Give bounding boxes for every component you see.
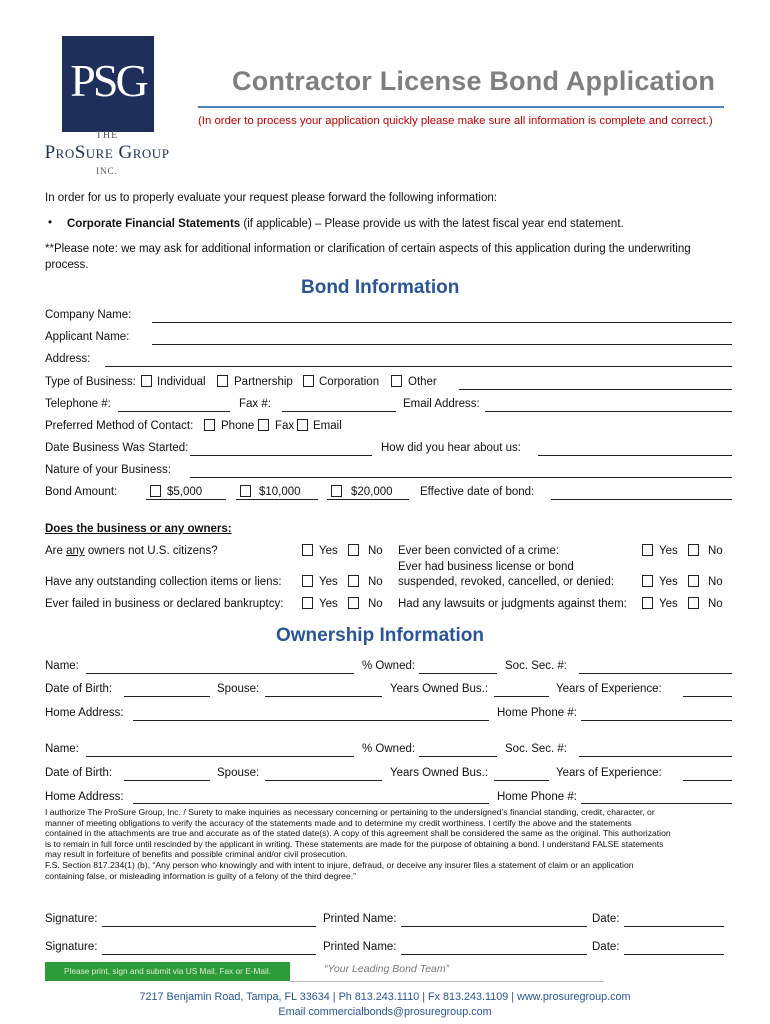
how-hear-field[interactable] — [538, 455, 732, 456]
q-citizens-no-checkbox[interactable] — [348, 544, 359, 556]
date-started-label: Date Business Was Started: — [45, 442, 189, 454]
q-liens: Have any outstanding collection items or liens: — [45, 576, 282, 588]
applicant-name-field[interactable] — [152, 344, 732, 345]
owner2-name-label: Name: — [45, 743, 79, 755]
submit-note-text: Please print, sign and submit via US Mail, Fax or E-Mail. — [63, 966, 272, 976]
sig1-label: Signature: — [45, 913, 98, 925]
sig2-printed-label: Printed Name: — [323, 941, 397, 953]
q-liens-yes: Yes — [319, 576, 338, 588]
corporation-label: Corporation — [319, 376, 380, 388]
company-name-label: Company Name: — [45, 309, 132, 321]
q-lawsuits-no: No — [708, 598, 723, 610]
company-name-field[interactable] — [152, 322, 732, 323]
type-of-business-label: Type of Business: — [45, 376, 136, 388]
phone-checkbox[interactable] — [204, 419, 215, 431]
how-hear-label: How did you hear about us: — [381, 442, 522, 454]
intro-line: In order for us to properly evaluate your request please forward the following information: — [45, 192, 497, 204]
q-crime-no-checkbox[interactable] — [688, 544, 699, 556]
q-license-no: No — [708, 576, 723, 588]
owner1-ssn-label: Soc. Sec. #: — [505, 660, 568, 672]
email-address-field[interactable] — [485, 411, 732, 412]
applicant-name-label: Applicant Name: — [45, 331, 130, 343]
address-label: Address: — [45, 353, 91, 365]
owner1-name-field[interactable] — [86, 673, 354, 674]
owner1-years-exp-field[interactable] — [683, 696, 732, 697]
auth-line-6: F.S. Section 817.234(1) (b), “Any person who knowingly and with intent to injure, defraud, or deceive any insurer files a statement of claim or an application — [45, 859, 634, 870]
owner2-pct-label: % Owned: — [362, 743, 416, 755]
partnership-label: Partnership — [234, 376, 293, 388]
q-liens-yes-checkbox[interactable] — [302, 575, 313, 587]
email-contact-label: Email — [313, 420, 342, 432]
amount-20000-underline — [327, 499, 409, 500]
owner1-years-owned-field[interactable] — [494, 696, 549, 697]
owner2-pct-field[interactable] — [419, 756, 497, 757]
page-title: Contractor License Bond Application — [232, 66, 716, 96]
sig2-date-label: Date: — [592, 941, 620, 953]
owner1-years-owned-label: Years Owned Bus.: — [390, 683, 489, 695]
amount-10000-underline — [236, 499, 318, 500]
owner1-ssn-field[interactable] — [579, 673, 732, 674]
fax-checkbox[interactable] — [258, 419, 269, 431]
preferred-contact-label: Preferred Method of Contact: — [45, 420, 194, 432]
amount-10000-checkbox[interactable] — [240, 485, 251, 497]
q-crime: Ever been convicted of a crime: — [398, 545, 560, 557]
q-license-line2: suspended, revoked, cancelled, or denied: — [398, 576, 615, 588]
effective-date-label: Effective date of bond: — [420, 486, 535, 498]
owners-questions-heading: Does the business or any owners: — [45, 523, 232, 535]
sig2-label: Signature: — [45, 941, 98, 953]
bond-info-heading: Bond Information — [301, 277, 460, 298]
q-liens-no: No — [368, 576, 383, 588]
date-started-field[interactable] — [190, 455, 372, 456]
owner1-name-label: Name: — [45, 660, 79, 672]
note-line-2: process. — [45, 259, 89, 271]
owner1-pct-label: % Owned: — [362, 660, 416, 672]
q-crime-no: No — [708, 545, 723, 557]
q-bankruptcy-yes-checkbox[interactable] — [302, 597, 313, 609]
logo-inc: INC. — [96, 166, 118, 176]
bullet-rest: (if applicable) – Please provide us with the latest fiscal year end statement. — [240, 218, 624, 230]
address-field[interactable] — [105, 366, 732, 367]
owner2-years-exp-label: Years of Experience: — [556, 767, 662, 779]
bullet-text — [67, 218, 624, 230]
q-crime-yes-checkbox[interactable] — [642, 544, 653, 556]
amount-20000-label: $20,000 — [351, 486, 393, 498]
corporation-checkbox[interactable] — [303, 375, 314, 387]
owner2-ssn-label: Soc. Sec. #: — [505, 743, 568, 755]
q-lawsuits-yes-checkbox[interactable] — [642, 597, 653, 609]
logo-name: ProSure Group — [44, 142, 170, 163]
amount-5000-checkbox[interactable] — [150, 485, 161, 497]
auth-line-4: is to remain in full force until rescinded by the applicant in writing. These statements are made for the purpose of obtaining a bond. I understand FALSE statements — [45, 838, 664, 849]
fax-label: Fax #: — [239, 398, 271, 410]
q-citizens-pre: Are — [45, 545, 67, 557]
note-line-1: **Please note: we may ask for additional information or clarification of certain aspects of this application during the underwriting — [45, 243, 691, 255]
sig1-printed-label: Printed Name: — [323, 913, 397, 925]
page-subtitle: (In order to process your application quickly please make sure all information is complete and correct.) — [198, 115, 713, 127]
owner1-home-address-label: Home Address: — [45, 707, 124, 719]
owner1-years-exp-label: Years of Experience: — [556, 683, 662, 695]
ownership-heading: Ownership Information — [276, 625, 484, 646]
company-logo — [22, 30, 192, 180]
auth-line-7: containing false, or misleading information is guilty of a felony of the third degree.” — [45, 870, 356, 881]
q-bankruptcy: Ever failed in business or declared bankruptcy: — [45, 598, 284, 610]
owner1-dob-field[interactable] — [124, 696, 210, 697]
owner1-spouse-field[interactable] — [265, 696, 382, 697]
other-checkbox[interactable] — [391, 375, 402, 387]
owner2-years-exp-field[interactable] — [683, 780, 732, 781]
q-citizens-post: owners not U.S. citizens? — [84, 545, 218, 557]
fax-field[interactable] — [282, 411, 396, 412]
submit-note — [45, 962, 290, 981]
owner2-dob-field[interactable] — [124, 780, 210, 781]
owner2-home-phone-label: Home Phone #: — [497, 791, 577, 803]
footer-email: Email commercialbonds@prosuregroup.com — [278, 1006, 492, 1018]
q-bankruptcy-yes: Yes — [319, 598, 338, 610]
owner2-years-owned-field[interactable] — [494, 780, 549, 781]
sig1-date-field[interactable] — [624, 926, 724, 927]
partnership-checkbox[interactable] — [217, 375, 228, 387]
owner1-spouse-label: Spouse: — [217, 683, 260, 695]
authorization-text — [45, 807, 671, 881]
auth-line-1: I authorize The ProSure Group, Inc. / Surety to make inquiries as necessary concerning or pertaining to the undersigned’s financial standing, credit, character, or — [45, 807, 655, 817]
email-checkbox[interactable] — [297, 419, 308, 431]
q-citizens — [45, 545, 218, 557]
fax-contact-label: Fax — [275, 420, 295, 432]
other-field[interactable] — [459, 389, 732, 390]
telephone-field[interactable] — [118, 411, 230, 412]
amount-5000-label: $5,000 — [167, 486, 203, 498]
tagline: “Your Leading Bond Team” — [324, 963, 450, 975]
q-license-no-checkbox[interactable] — [688, 575, 699, 587]
q-license-yes-checkbox[interactable] — [642, 575, 653, 587]
individual-checkbox[interactable] — [141, 375, 152, 387]
bullet-bold: Corporate Financial Statements — [67, 218, 241, 230]
logo-monogram: PSG — [70, 55, 146, 106]
owner2-home-address-field[interactable] — [133, 803, 489, 804]
owner2-home-phone-field[interactable] — [581, 803, 732, 804]
individual-label: Individual — [157, 376, 206, 388]
sig2-printed-field[interactable] — [401, 954, 587, 955]
q-lawsuits-no-checkbox[interactable] — [688, 597, 699, 609]
q-lawsuits-yes: Yes — [659, 598, 678, 610]
effective-date-field[interactable] — [551, 499, 732, 500]
nature-label: Nature of your Business: — [45, 464, 171, 476]
owner1-home-phone-field[interactable] — [581, 720, 732, 721]
q-bankruptcy-no: No — [368, 598, 383, 610]
sig1-field[interactable] — [102, 926, 316, 927]
nature-field[interactable] — [190, 477, 732, 478]
amount-5000-underline — [146, 499, 226, 500]
owner2-home-address-label: Home Address: — [45, 791, 124, 803]
q-citizens-no: No — [368, 545, 383, 557]
other-label: Other — [408, 376, 437, 388]
owner1-dob-label: Date of Birth: — [45, 683, 113, 695]
q-liens-no-checkbox[interactable] — [348, 575, 359, 587]
auth-line-2: manner of meeting obligations to verify the accuracy of the statements made and to determine my credit worthiness. I certify the above and the statements — [45, 817, 632, 828]
bond-amount-label: Bond Amount: — [45, 486, 118, 498]
q-crime-yes: Yes — [659, 545, 678, 557]
q-license-yes: Yes — [659, 576, 678, 588]
sig1-printed-field[interactable] — [401, 926, 587, 927]
bullet-dot: • — [48, 217, 53, 229]
owner2-years-owned-label: Years Owned Bus.: — [390, 767, 489, 779]
q-citizens-any: any — [66, 545, 85, 557]
q-license-line1: Ever had business license or bond — [398, 561, 574, 573]
footer-rule — [290, 981, 604, 982]
auth-line-3: contained in the attachments are true and accurate as of the stated date(s). A copy of this agreement shall be considered the same as the original. This authorization — [45, 828, 671, 839]
owner1-home-phone-label: Home Phone #: — [497, 707, 577, 719]
email-address-label: Email Address: — [403, 398, 480, 410]
owner2-spouse-field[interactable] — [265, 780, 382, 781]
logo-monogram-box — [62, 36, 154, 132]
amount-20000-checkbox[interactable] — [331, 485, 342, 497]
owner2-dob-label: Date of Birth: — [45, 767, 113, 779]
footer-address: 7217 Benjamin Road, Tampa, FL 33634 | Ph 813.243.1110 | Fx 813.243.1109 | www.prosuregroup.com — [139, 991, 631, 1003]
title-rule — [198, 106, 724, 108]
owner2-spouse-label: Spouse: — [217, 767, 260, 779]
phone-label: Phone — [221, 420, 255, 432]
owner2-name-field[interactable] — [86, 756, 354, 757]
q-citizens-yes-checkbox[interactable] — [302, 544, 313, 556]
sig2-field[interactable] — [102, 954, 316, 955]
owner2-ssn-field[interactable] — [579, 756, 732, 757]
owner1-pct-field[interactable] — [419, 673, 497, 674]
telephone-label: Telephone #: — [45, 398, 111, 410]
amount-10000-label: $10,000 — [259, 486, 301, 498]
q-bankruptcy-no-checkbox[interactable] — [348, 597, 359, 609]
q-lawsuits: Had any lawsuits or judgments against them: — [398, 598, 627, 610]
auth-line-5: may result in forfeiture of benefits and possible criminal and/or civil prosecution. — [45, 849, 348, 860]
owner1-home-address-field[interactable] — [133, 720, 489, 721]
logo-the: THE — [95, 130, 119, 141]
sig2-date-field[interactable] — [624, 954, 724, 955]
sig1-date-label: Date: — [592, 913, 620, 925]
q-citizens-yes: Yes — [319, 545, 338, 557]
